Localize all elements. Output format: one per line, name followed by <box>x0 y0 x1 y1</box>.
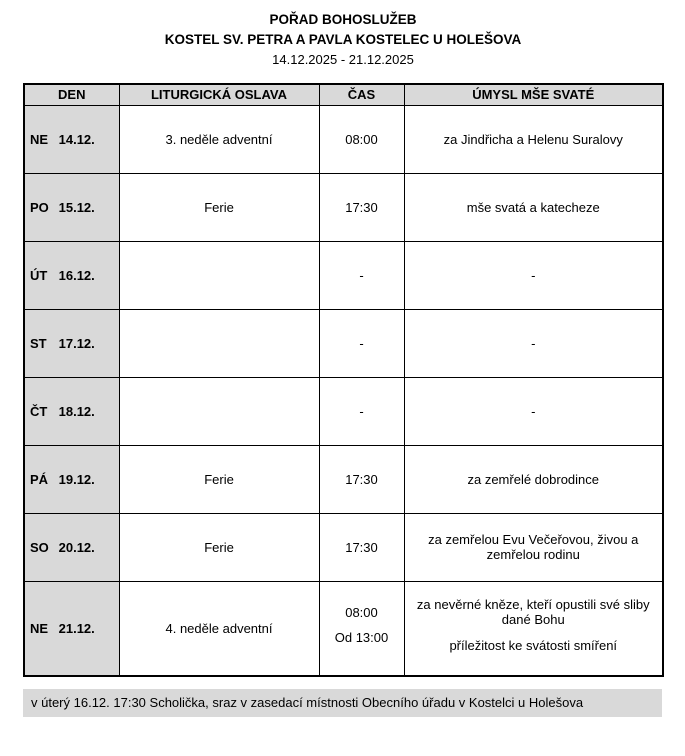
day-date: 16.12. <box>58 267 95 283</box>
day-date: 18.12. <box>58 403 95 419</box>
day-abbr: ČT <box>30 403 48 419</box>
time-cell: 17:30 <box>319 445 404 513</box>
day-cell <box>24 581 119 676</box>
table-row <box>24 241 663 309</box>
time-cell: 17:30 <box>319 513 404 581</box>
day-date: 14.12. <box>58 131 95 147</box>
day-abbr: ÚT <box>30 267 48 283</box>
time-cell: 17:30 <box>319 173 404 241</box>
celebration-cell <box>119 309 319 377</box>
table-row <box>24 377 663 445</box>
intention-cell: - <box>404 377 663 445</box>
day-date: 20.12. <box>58 539 95 555</box>
table-row <box>24 105 663 173</box>
celebration-cell: 4. neděle adventní <box>119 581 319 676</box>
day-abbr: PÁ <box>30 471 49 487</box>
table-row <box>24 309 663 377</box>
time-cell: 08:00 <box>319 105 404 173</box>
day-cell <box>24 309 119 377</box>
celebration-cell: Ferie <box>119 513 319 581</box>
day-abbr: NE <box>30 131 49 147</box>
page-title: POŘAD BOHOSLUŽEB <box>269 12 417 27</box>
intention-cell: za Jindřicha a Helenu Suralovy <box>404 105 663 173</box>
intention-cell: mše svatá a katecheze <box>404 173 663 241</box>
day-date: 21.12. <box>58 620 95 636</box>
day-abbr: SO <box>30 539 49 555</box>
celebration-cell: 3. neděle adventní <box>119 105 319 173</box>
day-cell <box>24 105 119 173</box>
table-row <box>24 513 663 581</box>
schedule-table <box>23 83 664 677</box>
day-abbr: PO <box>30 199 49 215</box>
table-row <box>24 445 663 513</box>
column-header-liturgicka-oslava: LITURGICKÁ OSLAVA <box>119 84 319 105</box>
day-date: 17.12. <box>58 335 95 351</box>
intention-cell <box>404 581 663 676</box>
time-entry: Od 13:00 <box>334 630 389 646</box>
column-header-umysl: ÚMYSL MŠE SVATÉ <box>404 84 663 105</box>
footer-note: v úterý 16.12. 17:30 Scholička, sraz v zasedací místnosti Obecního úřadu v Kostelci u Holešova <box>23 689 662 717</box>
time-cell: - <box>319 377 404 445</box>
day-cell <box>24 513 119 581</box>
day-cell <box>24 377 119 445</box>
day-date: 19.12. <box>58 471 95 487</box>
intention-cell: - <box>404 241 663 309</box>
document-header <box>23 10 663 70</box>
time-cell: - <box>319 241 404 309</box>
header-row <box>24 84 663 105</box>
intention-entry: příležitost ke svátosti smíření <box>449 637 618 653</box>
time-cell <box>319 581 404 676</box>
celebration-cell: Ferie <box>119 173 319 241</box>
celebration-cell: Ferie <box>119 445 319 513</box>
table-row <box>24 173 663 241</box>
day-abbr: NE <box>30 620 49 636</box>
celebration-cell <box>119 377 319 445</box>
time-cell: - <box>319 309 404 377</box>
intention-cell: - <box>404 309 663 377</box>
day-abbr: ST <box>30 335 47 351</box>
day-date: 15.12. <box>58 199 95 215</box>
column-header-cas: ČAS <box>319 84 404 105</box>
intention-entry: za nevěrné kněze, kteří opustili své sliby dané Bohu <box>416 597 650 628</box>
column-header-den: DEN <box>24 84 119 105</box>
date-range: 14.12.2025 - 21.12.2025 <box>272 52 414 67</box>
table-row <box>24 581 663 676</box>
celebration-cell <box>119 241 319 309</box>
day-cell <box>24 241 119 309</box>
intention-cell: za zemřelou Evu Večeřovou, živou a zemřelou rodinu <box>404 513 663 581</box>
day-cell <box>24 445 119 513</box>
intention-cell: za zemřelé dobrodince <box>404 445 663 513</box>
day-cell <box>24 173 119 241</box>
time-entry: 08:00 <box>345 604 378 620</box>
page-subtitle: KOSTEL SV. PETRA A PAVLA KOSTELEC U HOLEŠOVA <box>164 32 522 47</box>
